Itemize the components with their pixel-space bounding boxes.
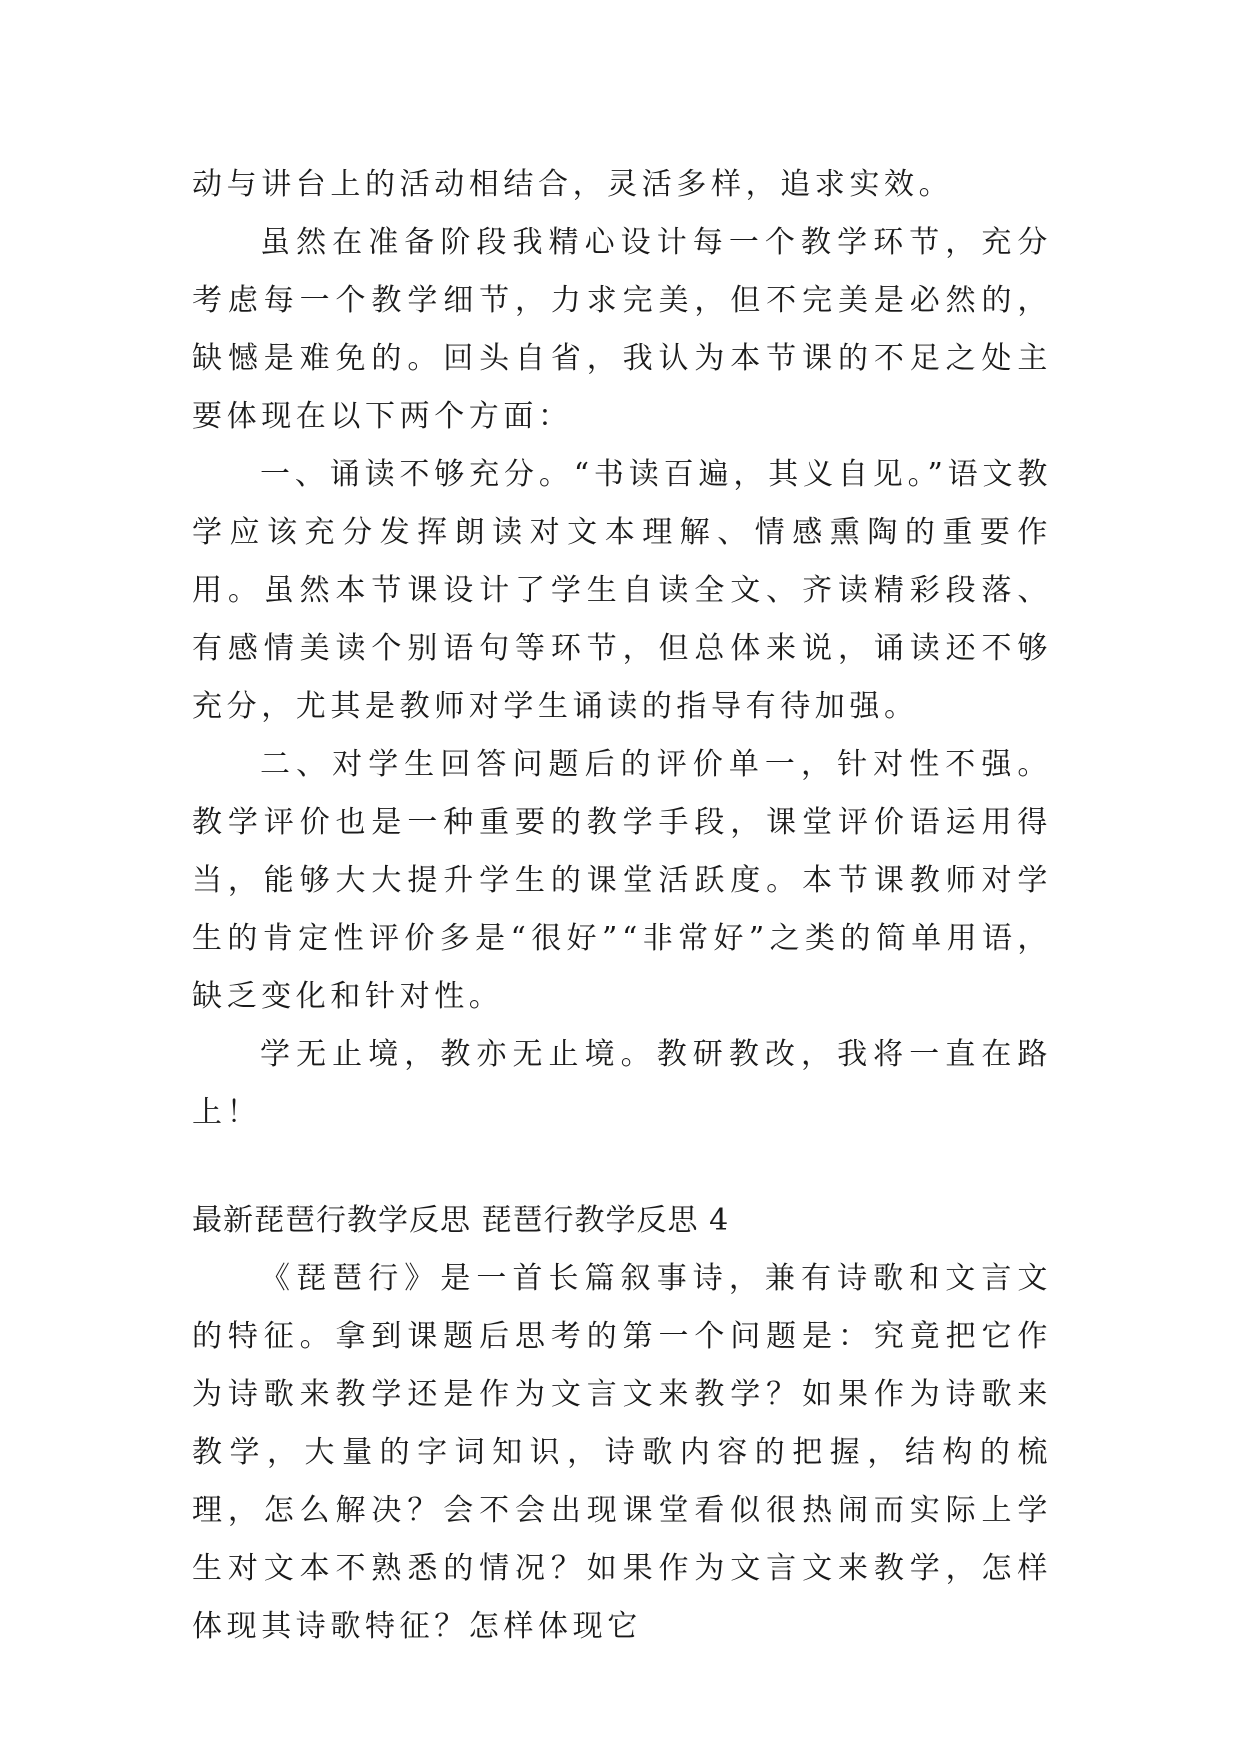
paragraph-point-one: 一、诵读不够充分。“书读百遍，其义自见。”语文教学应该充分发挥朗读对文本理解、情感熏陶的重要作用。虽然本节课设计了学生自读全文、齐读精彩段落、有感情美读个别语句等环节，但总体来说，诵读还不够充分，尤其是教师对学生诵读的指导有待加强。 bbox=[192, 457, 1052, 724]
paragraph-closing: 学无止境，教亦无止境。教研教改，我将一直在路上！ bbox=[192, 1037, 1052, 1130]
document-body bbox=[192, 156, 1052, 1656]
paragraph-point-two: 二、对学生回答问题后的评价单一，针对性不强。教学评价也是一种重要的教学手段，课堂评价语运用得当，能够大大提升学生的课堂活跃度。本节课教师对学生的肯定性评价多是“很好”“非常好”之类的简单用语，缺乏变化和针对性。 bbox=[192, 747, 1052, 1014]
paragraph-section-intro: 《琵琶行》是一首长篇叙事诗，兼有诗歌和文言文的特征。拿到课题后思考的第一个问题是：究竟把它作为诗歌来教学还是作为文言文来教学？如果作为诗歌来教学，大量的字词知识，诗歌内容的把握，结构的梳理，怎么解决？会不会出现课堂看似很热闹而实际上学生对文本不熟悉的情况？如果作为文言文来教学，怎样体现其诗歌特征？怎样体现它 bbox=[192, 1261, 1052, 1644]
section-heading: 最新琵琶行教学反思 琵琶行教学反思 4 bbox=[192, 1203, 730, 1238]
paragraph-shortcomings-intro: 虽然在准备阶段我精心设计每一个教学环节，充分考虑每一个教学细节，力求完美，但不完美是必然的，缺憾是难免的。回头自省，我认为本节课的不足之处主要体现在以下两个方面： bbox=[192, 225, 1052, 434]
paragraph-continuation: 动与讲台上的活动相结合，灵活多样，追求实效。 bbox=[192, 167, 954, 202]
